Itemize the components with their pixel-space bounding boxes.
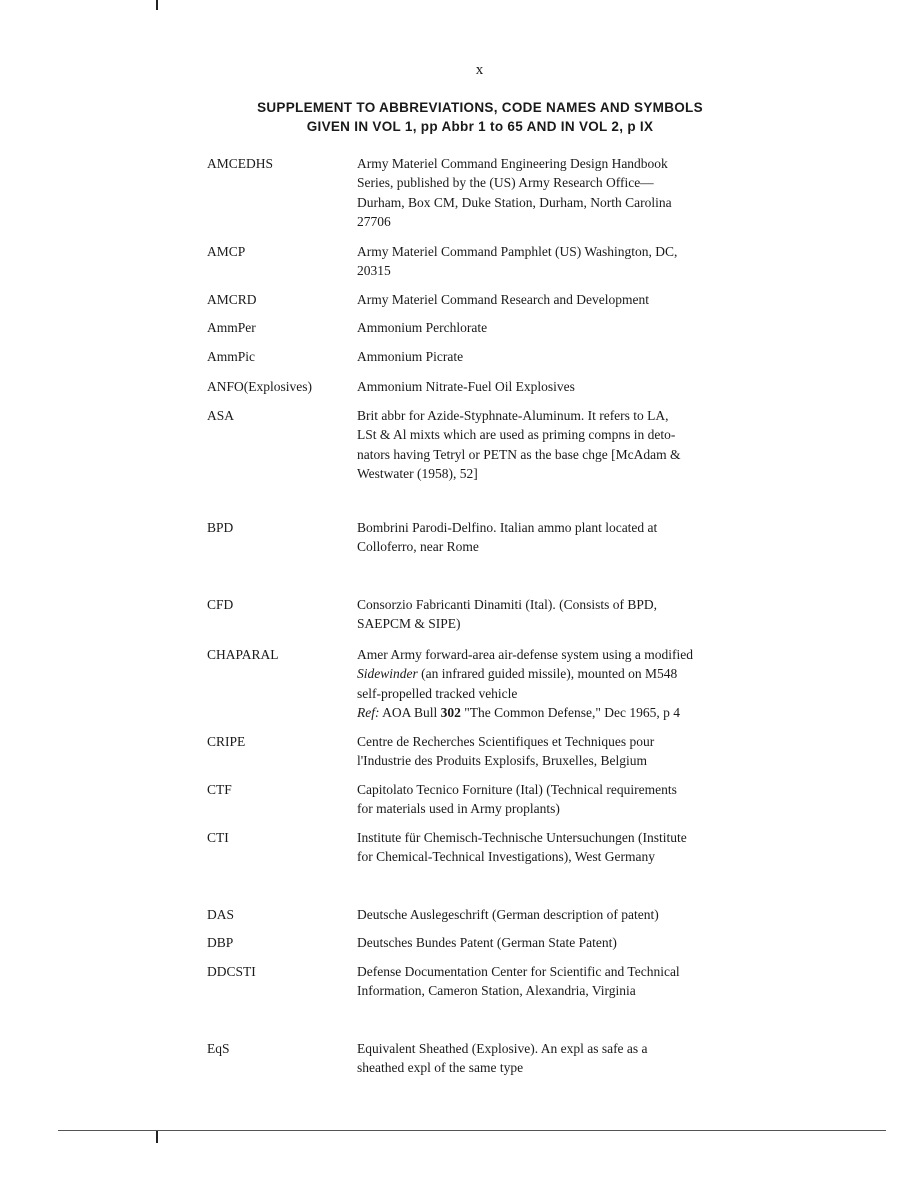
entry-abbr: CTI xyxy=(207,830,229,845)
definition-text: AOA Bull xyxy=(379,704,441,720)
entry-definition xyxy=(357,518,767,557)
entry-abbr: AMCRD xyxy=(207,292,257,307)
entry-abbr: DBP xyxy=(207,935,234,950)
definition-line: for Chemical-Technical Investigations), West Germany xyxy=(357,849,655,865)
entry-abbr: ANFO(Explosives) xyxy=(207,379,312,394)
definition-line: Deutsche Auslegeschrift (German description of patent) xyxy=(357,907,659,922)
definition-line xyxy=(357,664,767,683)
definition-line: Ammonium Nitrate-Fuel Oil Explosives xyxy=(357,379,575,394)
definition-line: Durham, Box CM, Duke Station, Durham, North Carolina xyxy=(357,194,672,210)
definition-line: Equivalent Sheathed (Explosive). An expl as safe as a xyxy=(357,1041,648,1056)
entry-abbr: DDCSTI xyxy=(207,964,256,979)
heading-line-2: GIVEN IN VOL 1, pp Abbr 1 to 65 AND IN VOL 2, p IX xyxy=(306,119,654,134)
ref-label: Ref: xyxy=(357,704,380,720)
definition-line: Army Materiel Command Research and Development xyxy=(357,292,650,307)
entry-definition xyxy=(357,290,767,309)
definition-line: for materials used in Army proplants) xyxy=(357,801,560,817)
definition-line: Army Materiel Command Engineering Design Handbook xyxy=(357,156,668,171)
definition-text: "The Common Defense," Dec 1965, p 4 xyxy=(460,704,680,720)
entry-definition xyxy=(357,645,767,722)
definition-line: 20315 xyxy=(357,263,391,279)
entry-definition xyxy=(357,377,767,396)
definition-line: Information, Cameron Station, Alexandria, Virginia xyxy=(357,983,636,999)
definition-text: (an infrared guided missile), mounted on M548 xyxy=(417,666,678,682)
entry-definition xyxy=(357,242,767,281)
entry-abbr: AMCP xyxy=(207,244,246,259)
entry-definition xyxy=(357,1039,767,1078)
entry-definition xyxy=(357,905,767,924)
entry-definition xyxy=(357,962,767,1001)
entry-definition xyxy=(357,347,767,366)
entry-definition xyxy=(357,154,767,231)
entry-abbr: ASA xyxy=(207,408,235,423)
bottom-rule xyxy=(58,1130,886,1131)
entry-abbr: BPD xyxy=(207,520,234,535)
definition-line: Brit abbr for Azide-Styphnate-Aluminum. It refers to LA, xyxy=(357,408,669,423)
entry-abbr: CTF xyxy=(207,782,232,797)
definition-line xyxy=(357,703,767,722)
margin-mark-bottom xyxy=(156,1131,158,1143)
entry-abbr: CFD xyxy=(207,597,234,612)
definition-line: Amer Army forward-area air-defense system using a modified xyxy=(357,647,693,662)
definition-line: Colloferro, near Rome xyxy=(357,539,479,555)
entry-definition xyxy=(357,318,767,337)
definition-line: SAEPCM & SIPE) xyxy=(357,616,461,632)
definition-line: Ammonium Perchlorate xyxy=(357,320,488,335)
entry-definition xyxy=(357,933,767,952)
missile-name: Sidewinder xyxy=(357,666,418,682)
bulletin-number: 302 xyxy=(440,704,461,720)
entry-abbr: EqS xyxy=(207,1041,230,1056)
entry-definition xyxy=(357,595,767,634)
page-heading xyxy=(180,98,780,136)
definition-line: l'Industrie des Produits Explosifs, Bruxelles, Belgium xyxy=(357,753,648,769)
definition-line: Defense Documentation Center for Scientific and Technical xyxy=(357,964,680,979)
page-number: x xyxy=(475,62,485,78)
entry-abbr: AMCEDHS xyxy=(207,156,274,171)
heading-line-1: SUPPLEMENT TO ABBREVIATIONS, CODE NAMES AND SYMBOLS xyxy=(257,100,703,115)
entry-abbr: CRIPE xyxy=(207,734,246,749)
entry-abbr: CHAPARAL xyxy=(207,647,279,662)
definition-line: nators having Tetryl or PETN as the base chge [McAdam & xyxy=(357,446,681,462)
entry-abbr: DAS xyxy=(207,907,235,922)
entry-abbr: AmmPer xyxy=(207,320,256,335)
entry-definition xyxy=(357,780,767,819)
definition-line: Centre de Recherches Scientifiques et Techniques pour xyxy=(357,734,655,749)
definition-line: Series, published by the (US) Army Research Office— xyxy=(357,175,654,191)
definition-line: LSt & Al mixts which are used as priming compns in deto- xyxy=(357,427,676,443)
definition-line: Westwater (1958), 52] xyxy=(357,465,478,481)
definition-line: Ammonium Picrate xyxy=(357,349,464,364)
definition-line: Institute für Chemisch-Technische Untersuchungen (Institute xyxy=(357,830,687,845)
definition-line: 27706 xyxy=(357,213,391,229)
entry-definition xyxy=(357,732,767,771)
entry-definition xyxy=(357,828,767,867)
definition-line: Capitolato Tecnico Forniture (Ital) (Technical requirements xyxy=(357,782,677,797)
definition-line: sheathed expl of the same type xyxy=(357,1060,524,1076)
entry-definition xyxy=(357,406,767,483)
definition-line: self-propelled tracked vehicle xyxy=(357,685,518,701)
definition-line: Bombrini Parodi-Delfino. Italian ammo plant located at xyxy=(357,520,658,535)
definition-line: Army Materiel Command Pamphlet (US) Washington, DC, xyxy=(357,244,678,259)
definition-line: Consorzio Fabricanti Dinamiti (Ital). (Consists of BPD, xyxy=(357,597,657,612)
margin-mark-top xyxy=(156,0,158,10)
definition-line: Deutsches Bundes Patent (German State Patent) xyxy=(357,935,617,950)
entry-abbr: AmmPic xyxy=(207,349,256,364)
